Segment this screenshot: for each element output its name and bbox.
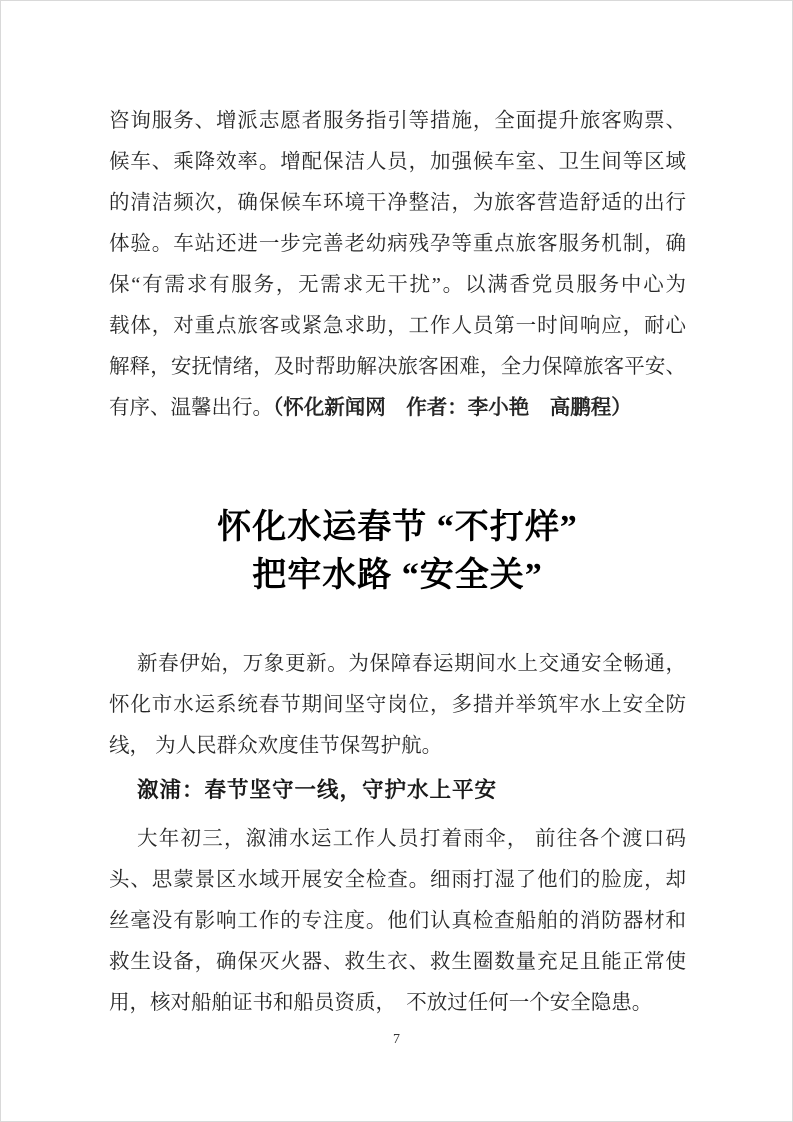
text-line: 体验。车站还进一步完善老幼病残孕等重点旅客服务机制，确 — [109, 233, 686, 255]
intro-paragraph — [109, 644, 686, 767]
text-line: 用，核对船舶证书和船员资质， 不放过任何一个安全隐患。 — [109, 992, 653, 1014]
article-title — [109, 504, 686, 600]
text-line: 的清洁频次，确保候车环境干净整洁，为旅客营造舒适的出行 — [109, 192, 686, 214]
text-line: 候车、乘降效率。增配保洁人员，加强候车室、卫生间等区域 — [109, 151, 686, 173]
section-heading: 溆浦：春节坚守一线，守护水上平安 — [137, 778, 498, 802]
byline: （怀化新闻网 作者：李小艳 高鹏程） — [273, 397, 632, 419]
text-line: 救生设备，确保灭火器、救生衣、救生圈数量充足且能正常使 — [109, 951, 686, 973]
text-line: 保“有需求有服务，无需求无干扰”。以满香党员服务中心为 — [109, 274, 686, 296]
section-paragraph — [109, 819, 686, 1024]
continuation-paragraph — [109, 101, 686, 429]
text-line: 丝毫没有影响工作的专注度。他们认真检查船舶的消防器材和 — [109, 910, 686, 932]
text-run: 有序、温馨出行。 — [109, 397, 273, 419]
text-line: 大年初三，溆浦水运工作人员打着雨伞， 前往各个渡口码 — [137, 828, 686, 850]
text-line — [109, 388, 686, 429]
text-line: 载体，对重点旅客或紧急求助，工作人员第一时间响应，耐心 — [109, 315, 686, 337]
article-title-line-1: 怀化水运春节 “不打烊” — [217, 509, 578, 546]
text-line: 线， 为人民群众欢度佳节保驾护航。 — [109, 735, 443, 757]
text-line: 怀化市水运系统春节期间坚守岗位，多措并举筑牢水上安全防 — [109, 694, 686, 716]
text-line: 咨询服务、增派志愿者服务指引等措施，全面提升旅客购票、 — [109, 110, 686, 132]
text-line: 解释，安抚情绪，及时帮助解决旅客困难，全力保障旅客平安、 — [109, 356, 686, 378]
article-title-line-2: 把牢水路 “安全关” — [252, 557, 543, 594]
text-line: 新春伊始，万象更新。为保障春运期间水上交通安全畅通， — [137, 653, 686, 675]
text-line: 头、思蒙景区水域开展安全检查。细雨打湿了他们的脸庞，却 — [109, 869, 686, 891]
page-number: 7 — [393, 1032, 400, 1047]
